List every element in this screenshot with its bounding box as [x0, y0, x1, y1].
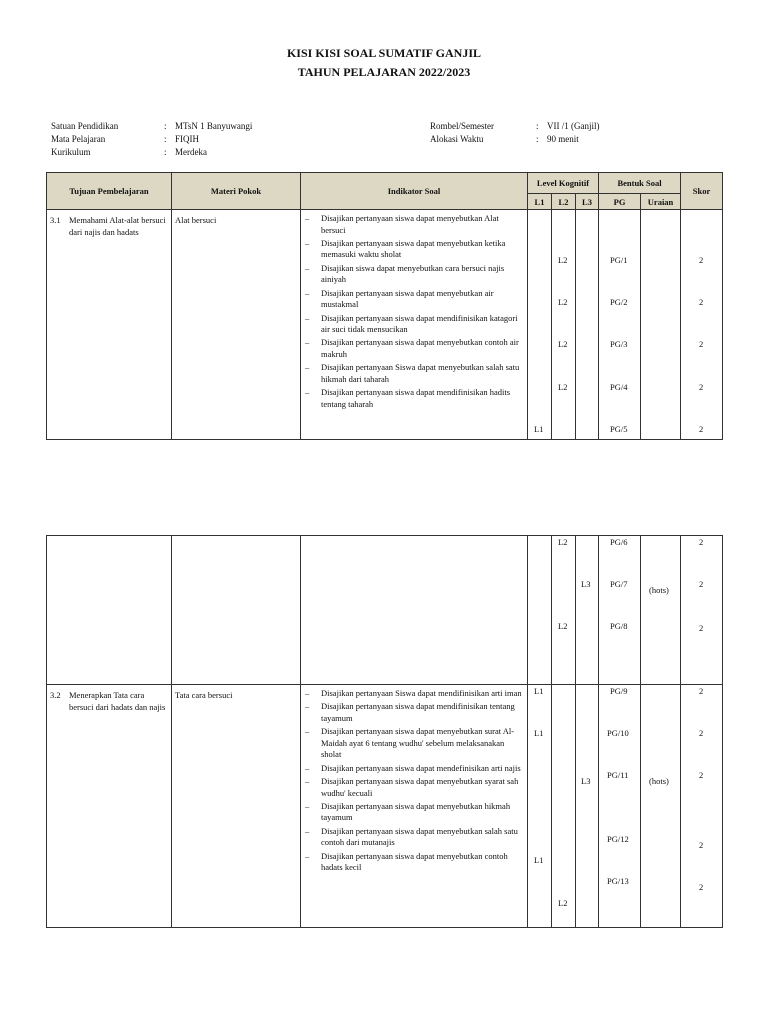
col-header-uraian: Uraian — [641, 194, 681, 210]
skor-value: 2 — [699, 297, 704, 307]
pg-item: PG/8 — [610, 621, 628, 631]
pg-item: PG/1 — [610, 255, 628, 265]
tujuan-number: 3.1 — [50, 215, 61, 225]
meta-label-alokasi: Alokasi Waktu — [430, 134, 484, 144]
indicator-list — [301, 210, 527, 410]
pg-item: PG/2 — [610, 297, 628, 307]
skor-value: 2 — [699, 840, 704, 850]
l1-cell — [528, 536, 552, 685]
indicator-item: – Disajikan pertanyaan siswa dapat menyebutkan hikmah tayamum — [305, 801, 523, 824]
skor-value: 2 — [699, 255, 704, 265]
pg-item: PG/5 — [610, 424, 628, 434]
col-header-l1: L1 — [528, 194, 552, 210]
l3-cell — [576, 536, 599, 685]
level-l2: L2 — [558, 297, 568, 307]
col-header-skor: Skor — [681, 173, 723, 210]
pg-item: PG/9 — [610, 686, 628, 696]
l3-cell — [576, 685, 599, 928]
skor-value: 2 — [699, 728, 704, 738]
pg-cell — [599, 685, 641, 928]
tujuan-text: Memahami Alat-alat bersuci dari najis dan hadats — [69, 215, 166, 237]
indicator-item: – Disajikan pertanyaan siswa dapat menyebutkan contoh hadats kecil — [305, 851, 523, 874]
meta-value-mapel: FIQIH — [175, 134, 199, 144]
skor-value: 2 — [699, 424, 704, 434]
indicator-item: – Disajikan pertanyaan siswa dapat mendefinisikan arti najis — [305, 763, 523, 775]
kisi-table-2 — [46, 535, 723, 928]
level-l2: L2 — [558, 537, 568, 547]
uraian-cell — [641, 685, 681, 928]
l2-cell — [552, 210, 576, 440]
meta-sep: : — [164, 134, 167, 144]
indikator-cell — [301, 536, 528, 685]
uraian-hots: (hots) — [649, 585, 669, 595]
skor-value: 2 — [699, 882, 704, 892]
level-l1: L1 — [534, 855, 544, 865]
indicator-item: – Disajikan siswa dapat menyebutkan cara bersuci najis ainiyah — [305, 263, 523, 286]
skor-value: 2 — [699, 579, 704, 589]
tujuan-cell — [47, 210, 172, 440]
level-l3: L3 — [581, 579, 591, 589]
indicator-item: – Disajikan pertanyaan siswa dapat menyebutkan syarat sah wudhu' kecuali — [305, 776, 523, 799]
col-header-tujuan: Tujuan Pembelajaran — [47, 173, 172, 210]
meta-value-alokasi: 90 menit — [547, 134, 579, 144]
indicator-item: – Disajikan pertanyaan siswa dapat menyebutkan Alat bersuci — [305, 213, 523, 236]
level-l2: L2 — [558, 382, 568, 392]
pg-item: PG/7 — [610, 579, 628, 589]
skor-cell — [681, 210, 723, 440]
pg-cell — [599, 536, 641, 685]
skor-value: 2 — [699, 339, 704, 349]
materi-text: Alat bersuci — [175, 215, 217, 225]
pg-item: PG/12 — [607, 834, 629, 844]
materi-text: Tata cara bersuci — [175, 690, 233, 700]
indicator-item: – Disajikan pertanyaan siswa dapat mendifinisikan hadits tentang taharah — [305, 387, 523, 410]
meta-value-rombel: VII /1 (Ganjil) — [547, 121, 600, 131]
skor-value: 2 — [699, 623, 704, 633]
meta-label-rombel: Rombel/Semester — [430, 121, 494, 131]
kisi-table-1 — [46, 172, 723, 440]
indicator-item: – Disajikan pertanyaan siswa dapat menyebutkan contoh air makruh — [305, 337, 523, 360]
indikator-cell — [301, 685, 528, 928]
document-title: KISI KISI SOAL SUMATIF GANJIL — [286, 46, 482, 60]
pg-item: PG/11 — [607, 770, 629, 780]
skor-value: 2 — [699, 770, 704, 780]
skor-cell — [681, 536, 723, 685]
meta-value-kurikulum: Merdeka — [175, 147, 207, 157]
pg-item: PG/6 — [610, 537, 628, 547]
col-header-level: Level Kognitif — [528, 173, 599, 194]
tujuan-cell — [47, 536, 172, 685]
skor-value: 2 — [699, 382, 704, 392]
indikator-cell — [301, 210, 528, 440]
meta-label-mapel: Mata Pelajaran — [51, 134, 106, 144]
indicator-item: – Disajikan pertanyaan siswa dapat menyebutkan ketika memasuki waktu sholat — [305, 238, 523, 261]
pg-item: PG/13 — [607, 876, 629, 886]
level-l1: L1 — [534, 424, 544, 434]
col-header-l2: L2 — [552, 194, 576, 210]
col-header-bentuk: Bentuk Soal — [599, 173, 681, 194]
level-l2: L2 — [558, 621, 568, 631]
indicator-item: – Disajikan pertanyaan siswa dapat mendifinisikan katagori air suci tidak mensucikan — [305, 313, 523, 336]
tujuan-cell — [47, 685, 172, 928]
uraian-hots: (hots) — [649, 776, 669, 786]
level-l1: L1 — [534, 728, 544, 738]
indicator-item: – Disajikan pertanyaan Siswa dapat mendifinisikan arti iman — [305, 688, 523, 700]
pg-item: PG/4 — [610, 382, 628, 392]
meta-sep: : — [536, 121, 539, 131]
meta-sep: : — [164, 121, 167, 131]
tujuan-number: 3.2 — [50, 690, 61, 700]
skor-value: 2 — [699, 686, 704, 696]
indicator-item: – Disajikan pertanyaan siswa dapat mendifinisikan tentang tayamum — [305, 701, 523, 724]
l1-cell — [528, 210, 552, 440]
meta-label-satuan: Satuan Pendidikan — [51, 121, 119, 131]
materi-cell — [172, 685, 301, 928]
meta-sep: : — [536, 134, 539, 144]
indicator-item: – Disajikan pertanyaan siswa dapat menyebutkan surat Al-Maidah ayat 6 tentang wudhu' sebelum melaksanakan sholat — [305, 726, 523, 761]
skor-value: 2 — [699, 537, 704, 547]
col-header-materi: Materi Pokok — [172, 173, 301, 210]
pg-cell — [599, 210, 641, 440]
uraian-cell — [641, 210, 681, 440]
materi-cell — [172, 536, 301, 685]
l2-cell — [552, 685, 576, 928]
pg-item: PG/10 — [607, 728, 629, 738]
indicator-list — [301, 685, 527, 874]
materi-cell — [172, 210, 301, 440]
pg-item: PG/3 — [610, 339, 628, 349]
col-header-l3: L3 — [576, 194, 599, 210]
meta-value-satuan: MTsN 1 Banyuwangi — [175, 121, 253, 131]
level-l2: L2 — [558, 339, 568, 349]
l3-cell — [576, 210, 599, 440]
level-l2: L2 — [558, 255, 568, 265]
level-l1: L1 — [534, 686, 544, 696]
l2-cell — [552, 536, 576, 685]
level-l3: L3 — [581, 776, 591, 786]
uraian-cell — [641, 536, 681, 685]
tujuan-text: Menerapkan Tata cara bersuci dari hadats dan najis — [69, 690, 166, 712]
l1-cell — [528, 685, 552, 928]
level-l2: L2 — [558, 898, 568, 908]
indicator-item: – Disajikan pertanyaan siswa dapat menyebutkan air mustakmal — [305, 288, 523, 311]
meta-label-kurikulum: Kurikulum — [51, 147, 91, 157]
col-header-indikator: Indikator Soal — [301, 173, 528, 210]
skor-cell — [681, 685, 723, 928]
indicator-item: – Disajikan pertanyaan siswa dapat menyebutkan salah satu contoh dari mutanajis — [305, 826, 523, 849]
indicator-item: – Disajikan pertanyaan Siswa dapat menyebutkan salah satu hikmah dari taharah — [305, 362, 523, 385]
document-subtitle: TAHUN PELAJARAN 2022/2023 — [297, 65, 471, 79]
meta-sep: : — [164, 147, 167, 157]
col-header-pg: PG — [599, 194, 641, 210]
